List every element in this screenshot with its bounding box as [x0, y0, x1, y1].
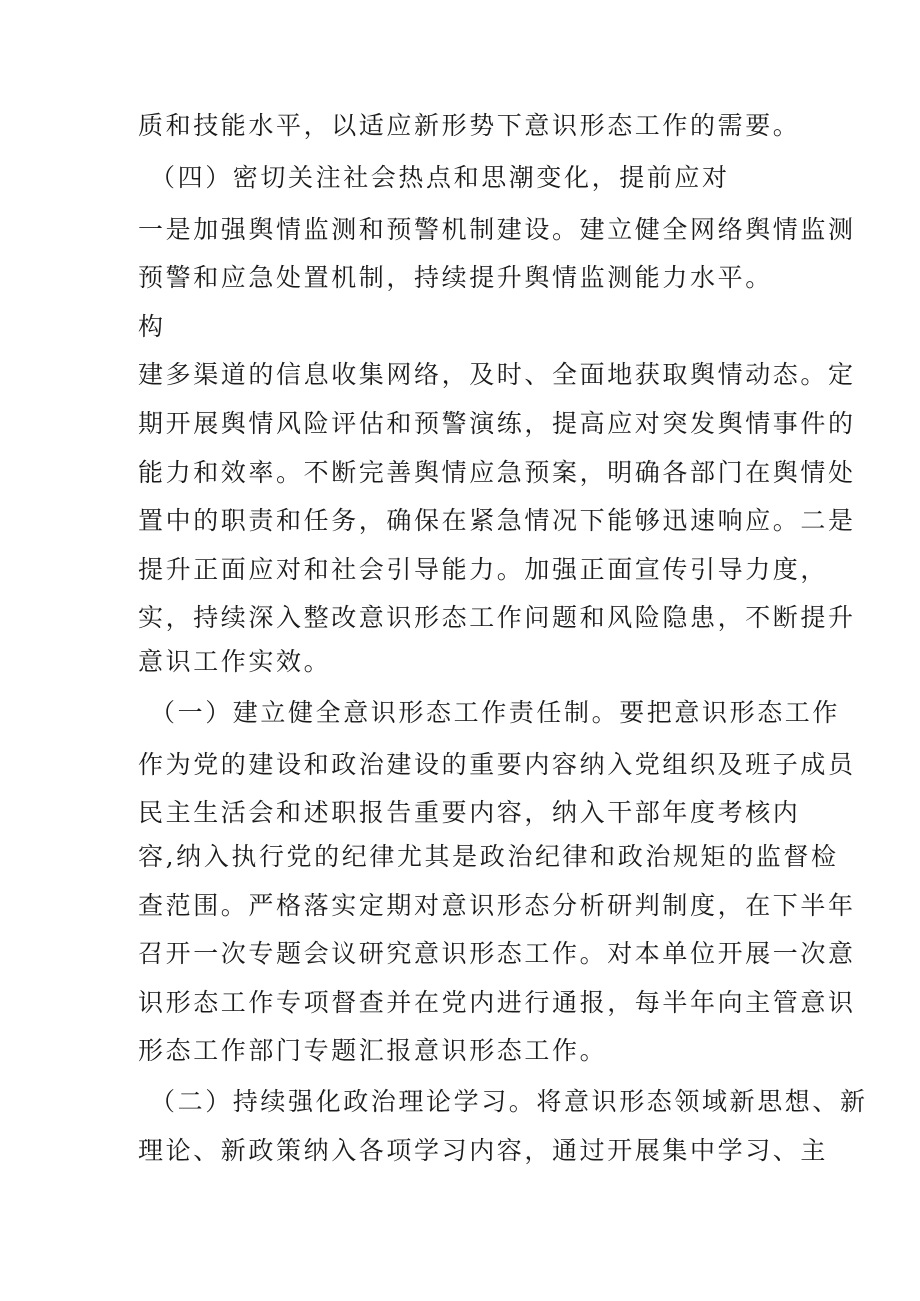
text-line-7: 期开展舆情风险评估和预警演练，提高应对突发舆情事件的 [138, 409, 856, 438]
text-line-12: 意识工作实效。 [138, 647, 332, 676]
text-line-1: 质和技能水平，以适应新形势下意识形态工作的需要。 [138, 111, 801, 140]
text-line-5: 构 [138, 312, 166, 341]
text-line-3: 一是加强舆情监测和预警机制建设。建立健全网络舆情监测 [138, 215, 856, 244]
text-line-8: 能力和效率。不断完善舆情应急预案，明确各部门在舆情处 [138, 458, 856, 487]
text-line-17: 查范围。严格落实定期对意识形态分析研判制度，在下半年 [138, 891, 856, 920]
text-line-19: 识形态工作专项督查并在党内进行通报，每半年向主管意识 [138, 988, 856, 1017]
text-line-4: 预警和应急处置机制，持续提升舆情监测能力水平。 [138, 263, 773, 292]
text-line-10: 提升正面应对和社会引导能力。加强正面宣传引导力度， [138, 555, 829, 584]
text-line-18: 召开一次专题会议研究意识形态工作。对本单位开展一次意 [138, 939, 856, 968]
text-line-16: 容,纳入执行党的纪律尤其是政治纪律和政治规矩的监督检 [138, 842, 839, 871]
section-heading-4: （四）密切关注社会热点和思潮变化，提前应对 [150, 163, 730, 192]
section-heading-2: （二）持续强化政治理论学习。将意识形态领域新思想、新 [150, 1087, 868, 1116]
text-line-14: 作为党的建设和政治建设的重要内容纳入党组织及班子成员 [138, 750, 856, 779]
text-line-6: 建多渠道的信息收集网络，及时、全面地获取舆情动态。定 [138, 360, 856, 389]
text-line-22: 理论、新政策纳入各项学习内容，通过开展集中学习、主 [138, 1136, 829, 1165]
section-heading-1: （一）建立健全意识形态工作责任制。要把意识形态工作 [150, 698, 841, 727]
text-line-15: 民主生活会和述职报告重要内容，纳入干部年度考核内 [138, 798, 801, 827]
text-line-20: 形态工作部门专题汇报意识形态工作。 [138, 1036, 608, 1065]
text-line-11: 实，持续深入整改意识形态工作问题和风险隐患，不断提升 [138, 603, 856, 632]
text-line-9: 置中的职责和任务，确保在紧急情况下能够迅速响应。二是 [138, 506, 856, 535]
